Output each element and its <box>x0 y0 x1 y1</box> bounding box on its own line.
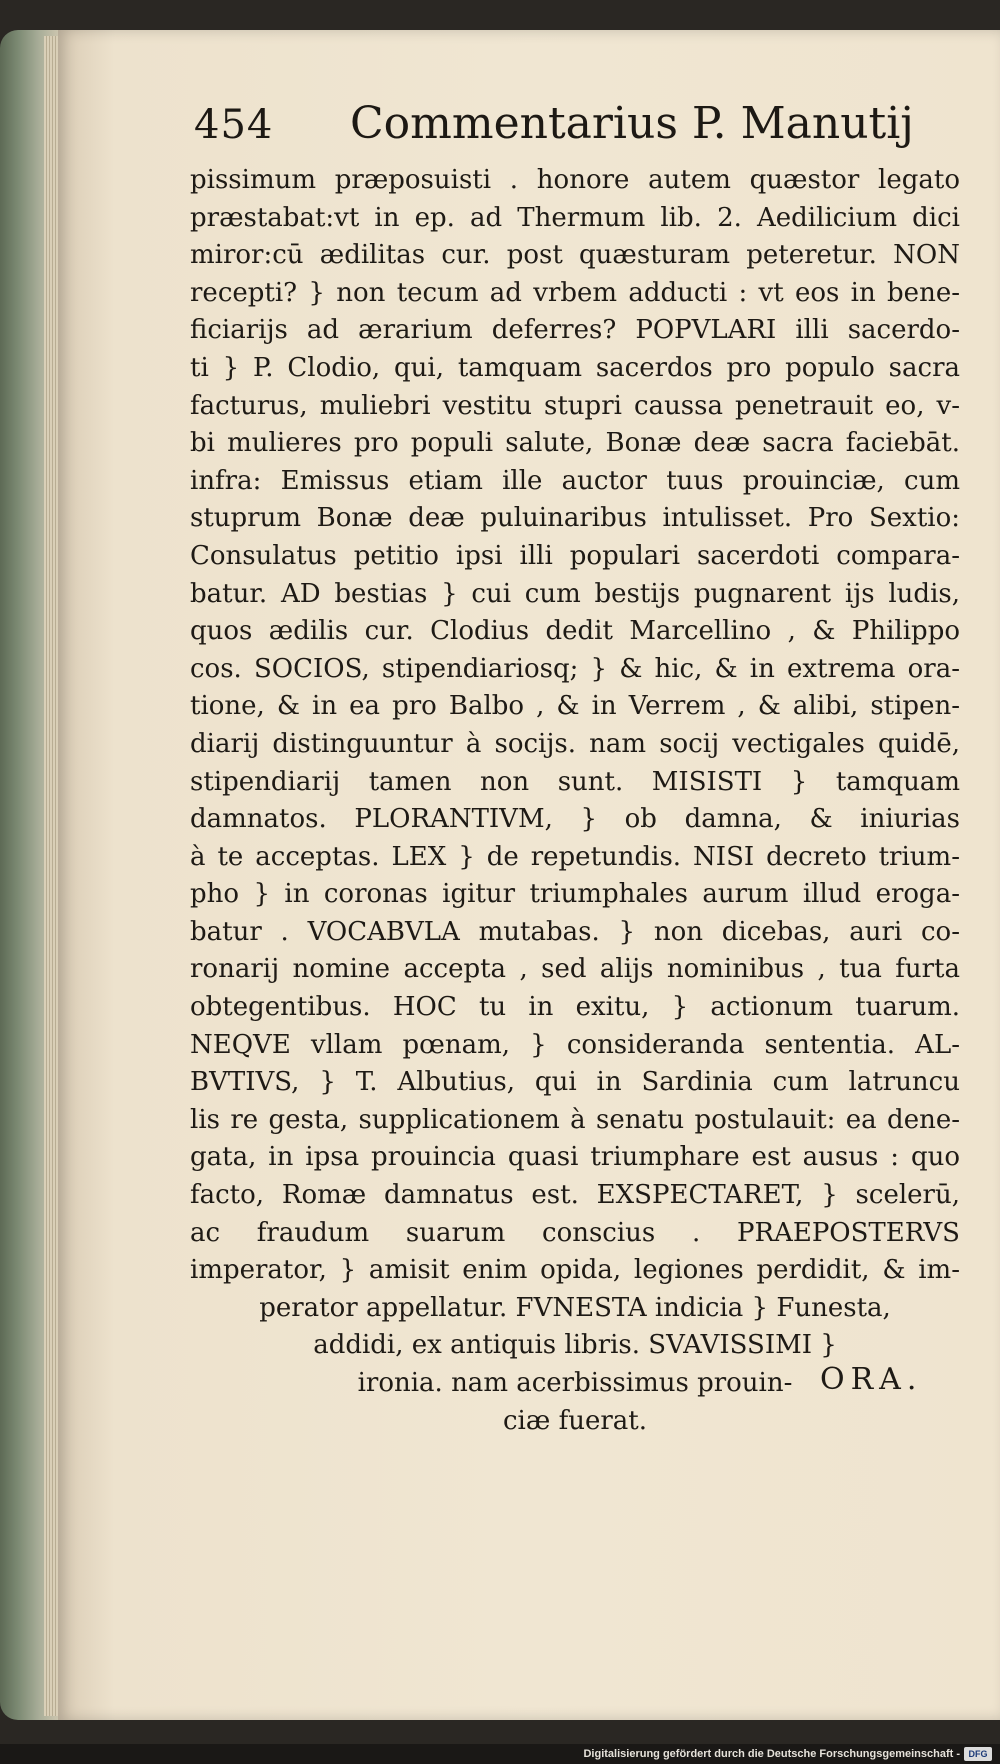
text-line: damnatos. PLORANTIVM, } ob damna, & iniurias <box>190 804 960 835</box>
text-line: ac fraudum suarum conscius . PRAEPOSTERVS <box>190 1217 960 1248</box>
footer-credit: Digitalisierung gefördert durch die Deutsche Forschungsgemeinschaft - <box>583 1748 960 1760</box>
text-line: miror:cū ædilitas cur. post quæsturam peteretur. NON <box>190 240 960 271</box>
text-line: cos. SOCIOS, stipendiariosq; } & hic, & in extrema ora- <box>190 653 960 684</box>
running-title: Commentarius P. Manutij <box>350 98 914 149</box>
text-line: infra: Emissus etiam ille auctor tuus prouinciæ, cum <box>190 465 960 496</box>
text-line: recepti? } non tecum ad vrbem adducti : vt eos in bene- <box>190 277 960 308</box>
text-line: lis re gesta, supplicationem à senatu postulauit: ea dene- <box>190 1104 960 1135</box>
text-line: ciæ fuerat. <box>503 1405 647 1436</box>
text-line: quos ædilis cur. Clodius dedit Marcellino , & Philippo <box>190 616 960 647</box>
text-line: gata, in ipsa prouincia quasi triumphare est ausus : quo <box>190 1142 960 1173</box>
text-line: pissimum præposuisti . honore autem quæstor legato <box>190 165 960 195</box>
catchword: ORA. <box>820 1362 923 1397</box>
text-line: NEQVE vllam pœnam, } consideranda sententia. AL- <box>190 1029 960 1060</box>
text-line: facturus, muliebri vestitu stupri caussa penetrauit eo, v- <box>190 390 960 421</box>
text-line: imperator, } amisit enim opida, legiones perdidit, & im- <box>190 1255 960 1286</box>
text-line: addidi, ex antiquis libris. SVAVISSIMI } <box>313 1330 837 1361</box>
text-line: ficiarijs ad ærarium deferres? POPVLARI illi sacerdo- <box>190 315 960 346</box>
text-line: facto, Romæ damnatus est. EXSPECTARET, } scelerū, <box>190 1180 960 1211</box>
text-line: diarij distinguuntur à socijs. nam socij vectigales quidē, <box>190 728 960 759</box>
text-line: stuprum Bonæ deæ puluinaribus intulisset. Pro Sextio: <box>190 503 960 534</box>
page-number: 454 <box>194 102 274 148</box>
text-line: à te acceptas. LEX } de repetundis. NISI decreto trium- <box>190 841 960 872</box>
text-line: præstabat:vt in ep. ad Thermum lib. 2. Aedilicium dici <box>190 202 960 233</box>
body-text <box>190 162 960 1440</box>
text-line: perator appellatur. FVNESTA indicia } Funesta, <box>259 1292 891 1323</box>
text-line: tione, & in ea pro Balbo , & in Verrem , & alibi, stipen- <box>190 691 960 722</box>
text-line: ironia. nam acerbissimus prouin- <box>357 1368 793 1398</box>
text-line: bi mulieres pro populi salute, Bonæ deæ sacra faciebāt. <box>190 428 960 459</box>
text-line: batur . VOCABVLA mutabas. } non dicebas, auri co- <box>190 916 960 947</box>
text-line: ti } P. Clodio, qui, tamquam sacerdos pro populo sacra <box>190 352 960 383</box>
text-line: pho } in coronas igitur triumphales aurum illud eroga- <box>190 879 960 910</box>
dfg-logo-icon: DFG <box>964 1747 992 1761</box>
text-line: Consulatus petitio ipsi illi populari sacerdoti compara- <box>190 540 960 571</box>
text-line: BVTIVS, } T. Albutius, qui in Sardinia cum latruncu <box>190 1067 960 1098</box>
text-line: ronarij nomine accepta , sed alijs nominibus , tua furta <box>190 954 960 985</box>
page-header <box>140 98 914 158</box>
text-line: obtegentibus. HOC tu in exitu, } actionum tuarum. <box>190 992 960 1023</box>
text-line: batur. AD bestias } cui cum bestijs pugnarent ijs ludis, <box>190 578 960 609</box>
text-line: stipendiarij tamen non sunt. MISISTI } tamquam <box>190 766 960 797</box>
